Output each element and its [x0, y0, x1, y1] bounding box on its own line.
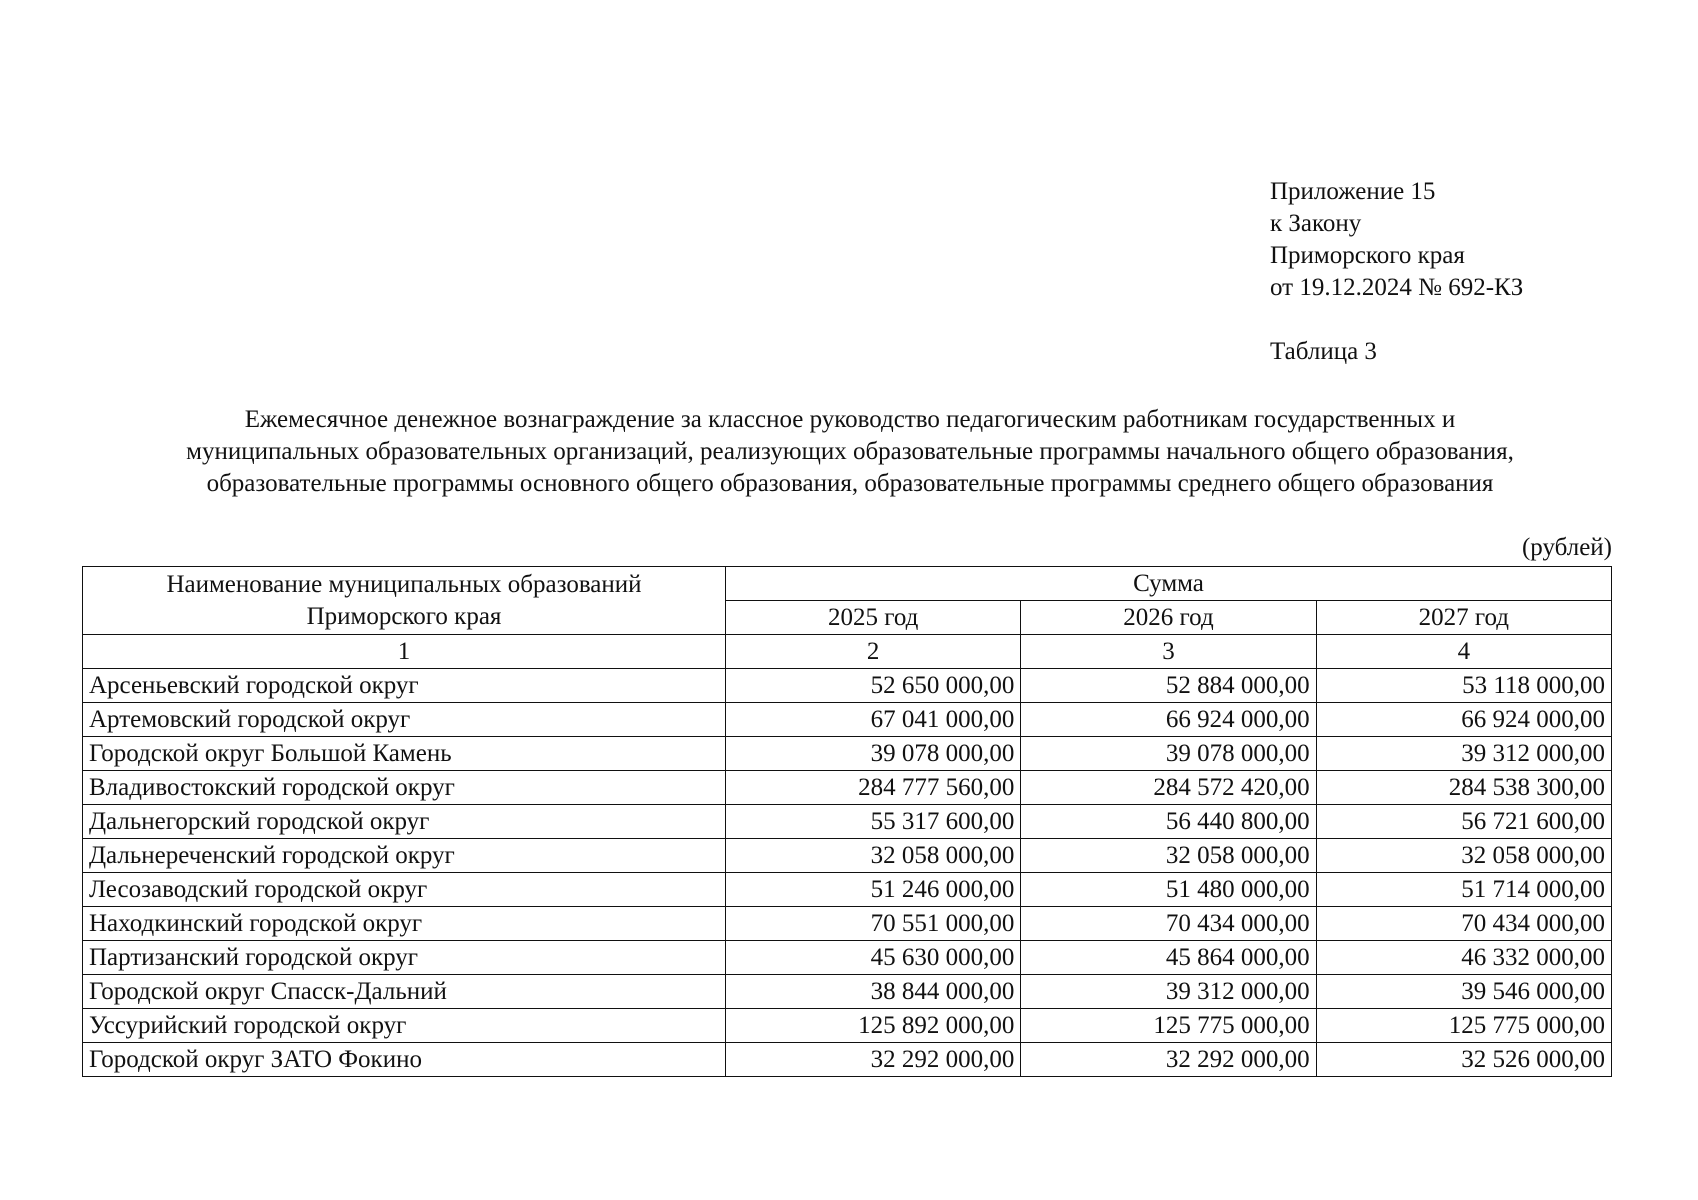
amount-2025: 45 630 000,00 [726, 941, 1021, 975]
municipality-name: Городской округ Спасск-Дальний [83, 975, 726, 1009]
year-header-2027: 2027 год [1316, 601, 1611, 635]
amount-2027: 51 714 000,00 [1316, 873, 1611, 907]
municipality-name: Дальнереченский городской округ [83, 839, 726, 873]
table-body [83, 669, 1612, 1077]
header-line: Наименование муниципальных образований [166, 570, 642, 598]
table-row [83, 907, 1612, 941]
document-title [60, 404, 1640, 500]
table-row [83, 805, 1612, 839]
title-line: Ежемесячное денежное вознаграждение за классное руководство педагогическим работникам государственных и [244, 406, 1456, 433]
table-row [83, 873, 1612, 907]
amount-2026: 32 058 000,00 [1021, 839, 1316, 873]
table-row [83, 839, 1612, 873]
amount-2025: 70 551 000,00 [726, 907, 1021, 941]
column-number: 3 [1021, 635, 1316, 669]
amount-2026: 39 078 000,00 [1021, 737, 1316, 771]
municipality-name: Городской округ Большой Камень [83, 737, 726, 771]
appendix-line: Приложение 15 [1270, 178, 1436, 205]
amount-2026: 70 434 000,00 [1021, 907, 1316, 941]
amount-2025: 284 777 560,00 [726, 771, 1021, 805]
table-label: Таблица 3 [1270, 338, 1377, 365]
appendix-line: Приморского края [1270, 242, 1465, 269]
column-number-row [83, 635, 1612, 669]
amount-2026: 56 440 800,00 [1021, 805, 1316, 839]
municipality-name: Владивостокский городской округ [83, 771, 726, 805]
amount-2025: 52 650 000,00 [726, 669, 1021, 703]
column-number: 2 [726, 635, 1021, 669]
table-row [83, 669, 1612, 703]
amount-2027: 70 434 000,00 [1316, 907, 1611, 941]
table-row [83, 737, 1612, 771]
appendix-reference [1270, 176, 1523, 304]
amount-2026: 39 312 000,00 [1021, 975, 1316, 1009]
municipality-name: Уссурийский городской округ [83, 1009, 726, 1043]
amount-2026: 51 480 000,00 [1021, 873, 1316, 907]
table-row [83, 1043, 1612, 1077]
table-row [83, 975, 1612, 1009]
amount-2026: 125 775 000,00 [1021, 1009, 1316, 1043]
table-row [83, 1009, 1612, 1043]
amount-2025: 55 317 600,00 [726, 805, 1021, 839]
amount-2027: 39 312 000,00 [1316, 737, 1611, 771]
appendix-line: к Закону [1270, 210, 1362, 237]
municipality-name: Арсеньевский городской округ [83, 669, 726, 703]
units-label: (рублей) [1521, 534, 1612, 561]
header-line: Приморского края [306, 602, 502, 630]
amount-2027: 32 526 000,00 [1316, 1043, 1611, 1077]
amount-2026: 52 884 000,00 [1021, 669, 1316, 703]
amount-2027: 53 118 000,00 [1316, 669, 1611, 703]
funding-table [82, 566, 1612, 1077]
amount-2026: 284 572 420,00 [1021, 771, 1316, 805]
amount-2026: 45 864 000,00 [1021, 941, 1316, 975]
appendix-line: от 19.12.2024 № 692-КЗ [1270, 274, 1524, 301]
amount-2025: 32 292 000,00 [726, 1043, 1021, 1077]
table-row [83, 771, 1612, 805]
municipality-name: Артемовский городской округ [83, 703, 726, 737]
amount-2026: 32 292 000,00 [1021, 1043, 1316, 1077]
table-row [83, 703, 1612, 737]
amount-2027: 39 546 000,00 [1316, 975, 1611, 1009]
municipality-name: Партизанский городской округ [83, 941, 726, 975]
amount-2027: 56 721 600,00 [1316, 805, 1611, 839]
header-row [83, 567, 1612, 601]
amount-2027: 32 058 000,00 [1316, 839, 1611, 873]
amount-2027: 125 775 000,00 [1316, 1009, 1611, 1043]
municipality-name: Находкинский городской округ [83, 907, 726, 941]
municipality-name: Дальнегорский городской округ [83, 805, 726, 839]
column-number: 4 [1316, 635, 1611, 669]
column-number: 1 [83, 635, 726, 669]
amount-2025: 67 041 000,00 [726, 703, 1021, 737]
year-header-2025: 2025 год [726, 601, 1021, 635]
amount-2027: 46 332 000,00 [1316, 941, 1611, 975]
title-line: муниципальных образовательных организаций, реализующих образовательные программы начального общего образования, [186, 438, 1514, 465]
amount-2027: 66 924 000,00 [1316, 703, 1611, 737]
municipality-name: Лесозаводский городской округ [83, 873, 726, 907]
title-line: образовательные программы основного общего образования, образовательные программы среднего общего образования [206, 470, 1494, 497]
amount-2025: 125 892 000,00 [726, 1009, 1021, 1043]
sum-column-header: Сумма [726, 567, 1612, 601]
amount-2025: 32 058 000,00 [726, 839, 1021, 873]
amount-2025: 39 078 000,00 [726, 737, 1021, 771]
municipality-name: Городской округ ЗАТО Фокино [83, 1043, 726, 1077]
amount-2025: 38 844 000,00 [726, 975, 1021, 1009]
table-row [83, 941, 1612, 975]
amount-2025: 51 246 000,00 [726, 873, 1021, 907]
amount-2027: 284 538 300,00 [1316, 771, 1611, 805]
amount-2026: 66 924 000,00 [1021, 703, 1316, 737]
year-header-2026: 2026 год [1021, 601, 1316, 635]
municipality-column-header [83, 567, 726, 635]
